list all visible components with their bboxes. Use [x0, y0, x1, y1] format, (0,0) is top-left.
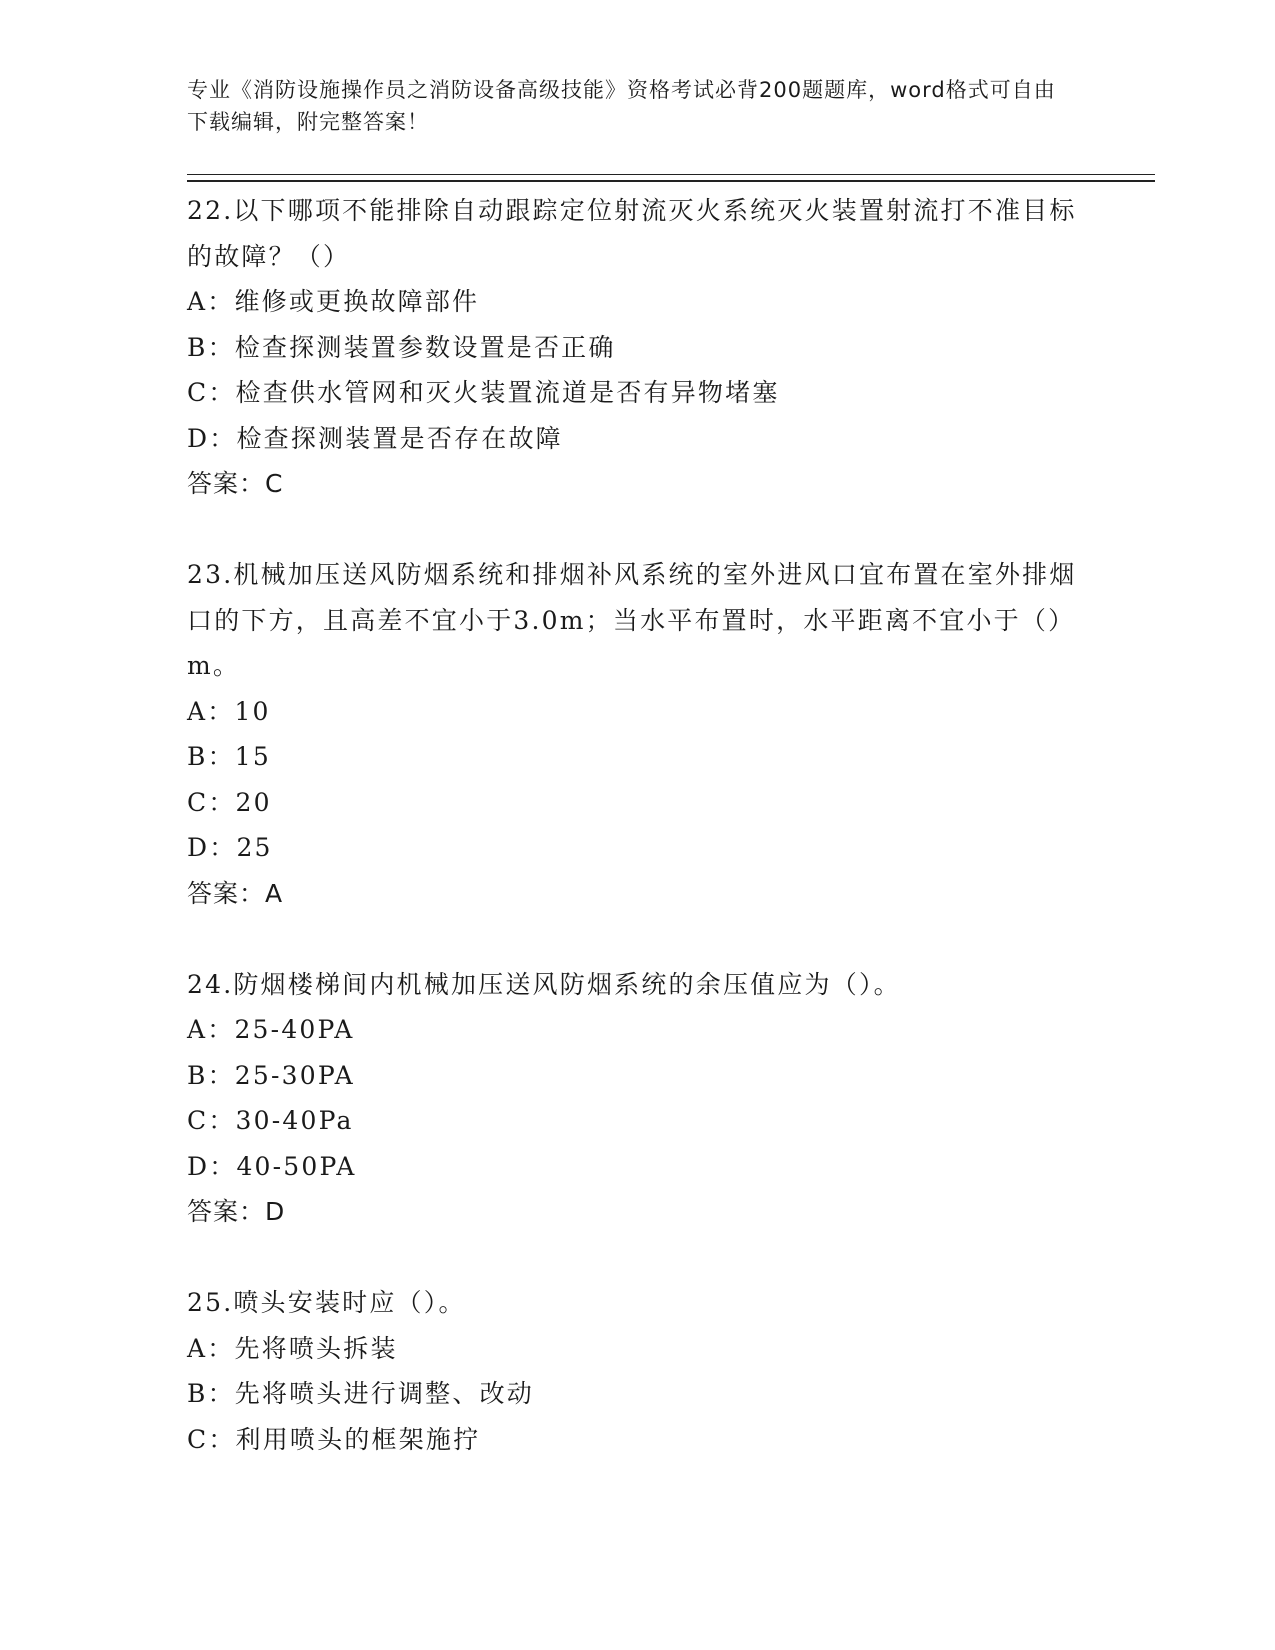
answer-line: 答案：C: [187, 469, 284, 498]
option-d: D：25: [187, 833, 273, 862]
question-stem: 23.机械加压送风防烟系统和排烟补风系统的室外进风口宜布置在室外排烟口的下方，且高差不宜小于3.0m；当水平布置时，水平距离不宜小于（）m。: [187, 560, 1077, 680]
question-spacer: [187, 916, 1087, 962]
option-b: B：15: [187, 742, 271, 771]
option-b: B：先将喷头进行调整、改动: [187, 1379, 534, 1408]
question-24: [187, 962, 1087, 1235]
answer-line: 答案：A: [187, 878, 284, 908]
option-c: C：检查供水管网和灭火装置流道是否有异物堵塞: [187, 378, 780, 407]
option-b: B：检查探测装置参数设置是否正确: [187, 332, 616, 362]
header-divider-thick: [187, 180, 1155, 182]
question-spacer: [187, 507, 1087, 553]
option-b: B：25-30PA: [187, 1060, 355, 1090]
option-d: D：40-50PA: [187, 1151, 357, 1181]
option-d: D：检查探测装置是否存在故障: [187, 423, 563, 453]
question-22: [187, 188, 1087, 507]
question-stem: 24.防烟楼梯间内机械加压送风防烟系统的余压值应为（）。: [187, 969, 901, 999]
option-a: A：25-40PA: [187, 1015, 355, 1044]
answer-line: 答案：D: [187, 1197, 286, 1226]
question-list: [187, 188, 1087, 1462]
document-header: 专业《消防设施操作员之消防设备高级技能》资格考试必背200题题库，word格式可自由下载编辑，附完整答案！: [187, 78, 1056, 134]
question-23: [187, 552, 1087, 916]
option-a: A：先将喷头拆装: [187, 1333, 398, 1363]
header-divider-thin: [187, 174, 1155, 175]
option-a: A：维修或更换故障部件: [187, 287, 480, 316]
question-spacer: [187, 1235, 1087, 1281]
option-c: C：20: [187, 787, 272, 817]
option-a: A：10: [187, 696, 271, 726]
question-stem: 22.以下哪项不能排除自动跟踪定位射流灭火系统灭火装置射流打不准目标的故障？（）: [187, 196, 1077, 271]
option-c: C：30-40Pa: [187, 1106, 354, 1135]
question-stem: 25.喷头安装时应（）。: [187, 1288, 466, 1317]
question-25: [187, 1280, 1087, 1462]
option-c: C：利用喷头的框架施拧: [187, 1424, 481, 1454]
